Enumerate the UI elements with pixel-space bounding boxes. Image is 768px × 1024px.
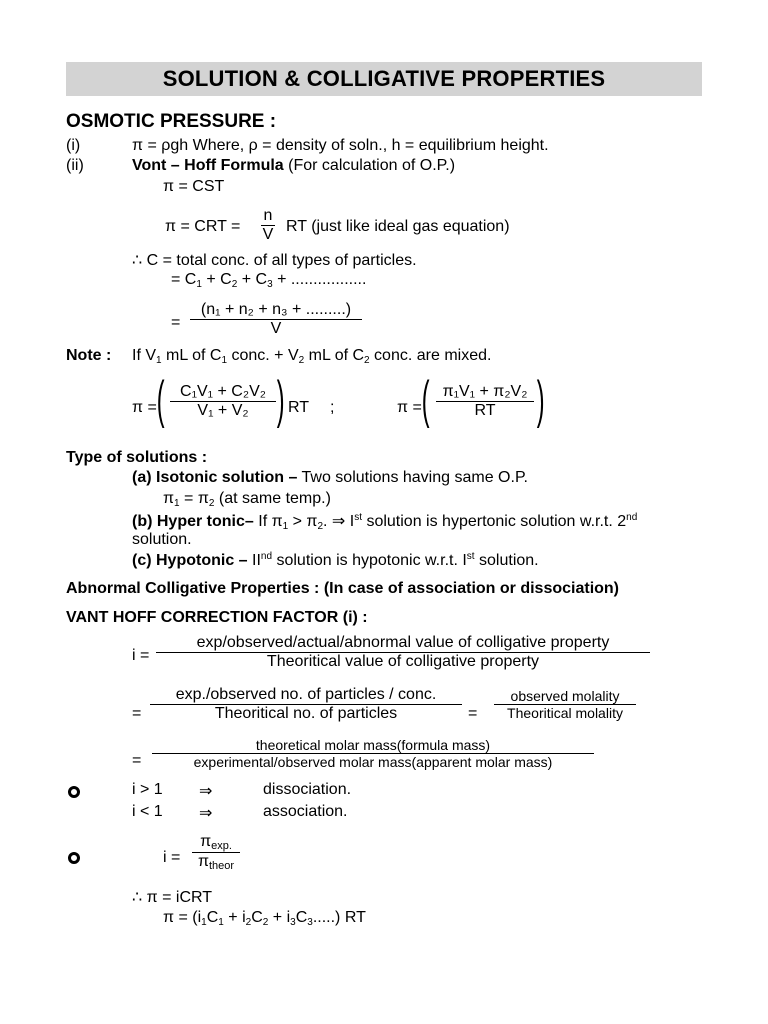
- item-i-text: π = ρgh Where, ρ = density of soln., h = equilibrium height.: [132, 137, 549, 154]
- left-paren: (: [421, 371, 430, 429]
- fraction-denominator: V: [262, 226, 274, 243]
- eq-crt-left: π = CRT =: [165, 218, 241, 235]
- bullet-icon: [68, 852, 80, 864]
- type-b: (b) Hyper tonic– If $\pi_1 > \pi_2$. ⇒ Ist solution is hypertonic solution w.r.t. 2nd: [132, 512, 638, 532]
- final-equation: $\pi = (i_1C_1 + i_2C_2 + i_3C_3.....)$ RT: [163, 909, 366, 928]
- vant-hoff-formula-note: (For calculation of O.P.): [283, 157, 456, 174]
- bullet-icon: [68, 786, 80, 798]
- fraction-i-particles: exp./observed no. of particles / conc. Theoritical no. of particles: [150, 686, 462, 723]
- item-ii-text: [132, 157, 455, 175]
- sum-n-eq: =: [171, 314, 181, 331]
- i-particles-eq: =: [132, 705, 142, 722]
- fraction-n-over-v: [261, 207, 275, 244]
- fraction-sum-n: (n₁ + n₂ + n₃ + .........) V: [190, 301, 362, 338]
- right-paren: ): [536, 371, 545, 429]
- therefore-icrt: ∴ π = iCRT: [132, 889, 213, 906]
- fraction-i-molality: observed molality Theoritical molality: [494, 688, 636, 721]
- i-pi-lhs: i =: [163, 849, 181, 866]
- fraction-i-def: exp/observed/actual/abnormal value of colligative property Theoritical value of colligative property: [156, 634, 650, 671]
- cond-gt-rhs: dissociation.: [263, 781, 352, 798]
- abnormal-heading: Abnormal Colligative Properties : (In case of association or dissociation): [66, 580, 620, 597]
- fraction-i-pi: $\pi_{exp.}$ $\pi_{theor}$: [192, 833, 240, 872]
- type-c: (c) Hypotonic – IInd solution is hypotonic w.r.t. Ist solution.: [132, 551, 539, 569]
- left-paren: (: [156, 371, 165, 429]
- vant-hoff-formula-label: Vont – Hoff Formula: [132, 157, 284, 174]
- type-a: (a) Isotonic solution – Two solutions having same O.P.: [132, 469, 528, 486]
- fraction-numerator: n: [263, 207, 273, 224]
- type-a-eq: $\pi_1 = \pi_2$ (at same temp.): [163, 490, 331, 509]
- mix1-rt: RT: [288, 399, 310, 416]
- note-text: If $V_1$ mL of $C_1$ conc. + $V_2$ mL of $C_2$ conc. are mixed.: [132, 347, 492, 366]
- type-b-cont: solution.: [132, 531, 192, 548]
- cond-lt-rhs: association.: [263, 803, 348, 820]
- vant-hoff-heading: VANT HOFF CORRECTION FACTOR (i) :: [66, 609, 368, 626]
- fraction-i-mass: theoretical molar mass(formula mass) experimental/observed molar mass(apparent molar mass): [152, 737, 594, 770]
- item-ii-label: (ii): [66, 157, 84, 174]
- i-mass-eq: =: [132, 752, 142, 769]
- page-title: SOLUTION & COLLIGATIVE PROPERTIES: [162, 66, 606, 91]
- mix1-lhs: π =: [132, 399, 157, 416]
- title-bar: [66, 62, 702, 96]
- types-heading: Type of solutions :: [66, 449, 208, 466]
- right-paren: ): [276, 371, 285, 429]
- eq-crt-right: RT (just like ideal gas equation): [286, 218, 510, 235]
- fraction-mix1: C₁V₁ + C₂V₂ V₁ + V₂: [170, 383, 276, 420]
- fraction-mix2: π₁V₁ + π₂V₂ RT: [436, 383, 534, 420]
- therefore-c: ∴ C = total conc. of all types of particles.: [132, 252, 417, 269]
- note-label: Note :: [66, 347, 112, 364]
- item-i-label: (i): [66, 137, 81, 154]
- cond-gt-lhs: i > 1: [132, 781, 163, 798]
- mix-separator: ;: [330, 399, 335, 416]
- cond-lt-lhs: i < 1: [132, 803, 163, 820]
- sum-c: = $C_1 + C_2 + C_3$ + .................: [171, 271, 367, 290]
- i-molality-eq: =: [468, 705, 478, 722]
- implies-arrow-icon: ⇒: [199, 783, 213, 800]
- implies-arrow-icon: ⇒: [199, 805, 213, 822]
- eq-pi-cst: π = CST: [163, 178, 225, 195]
- section-heading-osmotic: OSMOTIC PRESSURE :: [66, 111, 277, 132]
- i-def-lhs: i =: [132, 647, 150, 664]
- mix2-lhs: π =: [397, 399, 422, 416]
